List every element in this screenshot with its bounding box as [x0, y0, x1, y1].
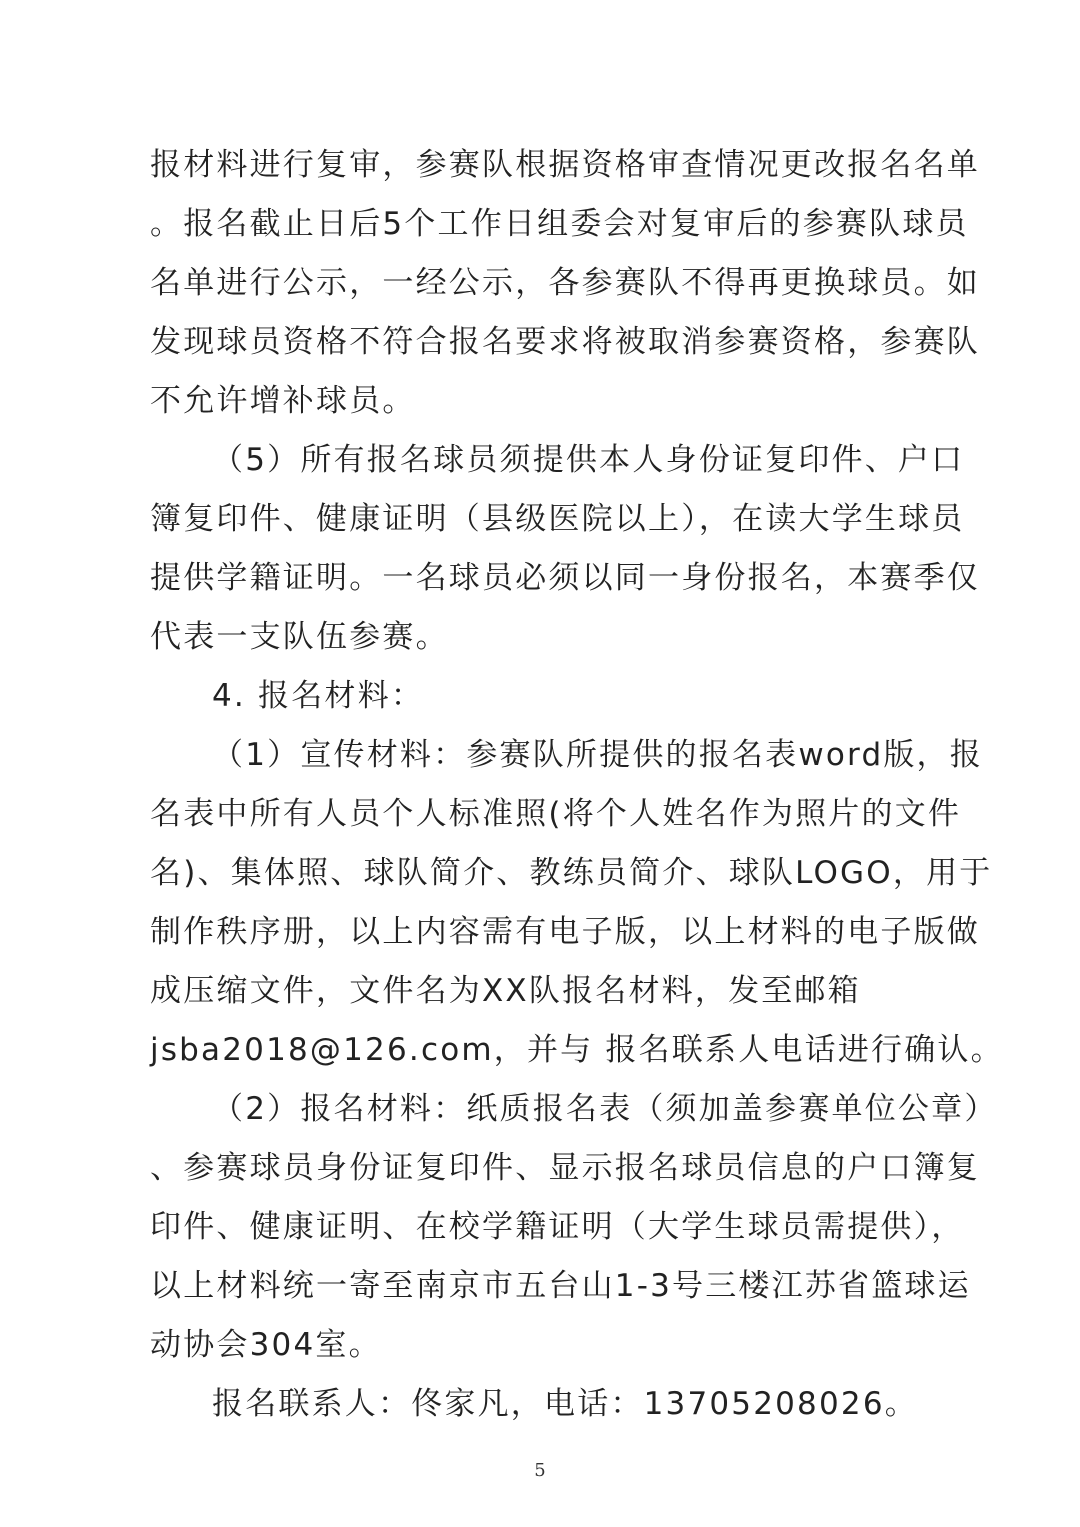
text-line: 、参赛球员身份证复印件、显示报名球员信息的户口簿复 — [150, 1150, 980, 1186]
text-line: 名表中所有人员个人标准照(将个人姓名作为照片的文件 — [150, 796, 962, 832]
text-line: 名)、集体照、球队简介、教练员简介、球队LOGO，用于 — [150, 855, 993, 891]
paragraph-start-line: （2）报名材料：纸质报名表（须加盖参赛单位公章） — [212, 1091, 998, 1127]
text-line: 不允许增补球员。 — [150, 383, 416, 419]
email-line: jsba2018@126.com，并与 报名联系人电话进行确认。 — [150, 1032, 1004, 1068]
contact-line: 报名联系人：佟家凡，电话：13705208026。 — [212, 1386, 918, 1422]
section-heading: 4. 报名材料： — [212, 678, 425, 714]
text-line: 名单进行公示，一经公示，各参赛队不得再更换球员。如 — [150, 265, 980, 301]
text-line: 。报名截止日后5个工作日组委会对复审后的参赛队球员 — [150, 206, 969, 242]
paragraph-start-line: （5）所有报名球员须提供本人身份证复印件、户口 — [212, 442, 965, 478]
text-line: 制作秩序册，以上内容需有电子版，以上材料的电子版做 — [150, 914, 980, 950]
text-line: 以上材料统一寄至南京市五台山1-3号三楼江苏省篮球运 — [150, 1268, 971, 1304]
text-line: 簿复印件、健康证明（县级医院以上），在读大学生球员 — [150, 501, 965, 537]
text-line: 动协会304室。 — [150, 1327, 382, 1363]
text-line: 成压缩文件，文件名为XX队报名材料，发至邮箱 — [150, 973, 861, 1009]
paragraph-start-line: （1）宣传材料：参赛队所提供的报名表word版，报 — [212, 737, 983, 773]
body-text — [150, 136, 1004, 1434]
page-number: 5 — [534, 1460, 546, 1481]
text-line: 报材料进行复审，参赛队根据资格审查情况更改报名名单 — [150, 147, 980, 183]
text-line: 发现球员资格不符合报名要求将被取消参赛资格，参赛队 — [150, 324, 980, 360]
text-line: 印件、健康证明、在校学籍证明（大学生球员需提供）， — [150, 1209, 965, 1245]
text-line: 代表一支队伍参赛。 — [150, 619, 449, 655]
text-line: 提供学籍证明。一名球员必须以同一身份报名，本赛季仅 — [150, 560, 980, 596]
